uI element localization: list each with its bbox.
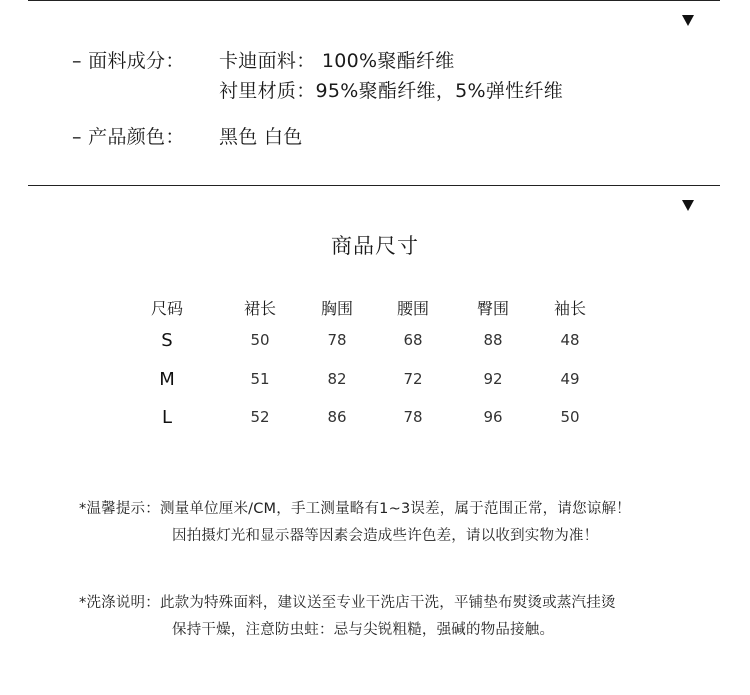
size-label: L [161, 407, 173, 428]
size-value: 48 [560, 331, 580, 349]
size-value: 78 [327, 331, 347, 349]
size-value: 51 [250, 370, 270, 388]
triangle-down-icon [682, 200, 694, 211]
fabric-line-2: 衬里材质：95%聚酯纤维，5%弹性纤维 [219, 80, 564, 102]
size-value: 50 [250, 331, 270, 349]
tip-line-1: *温馨提示：测量单位厘米/CM，手工测量略有1~3误差，属于范围正常，请您谅解！ [79, 501, 631, 517]
fabric-line-1: 卡迪面料： 100%聚酯纤维 [219, 50, 455, 72]
wash-line-2: 保持干燥，注意防虫蛀：忌与尖锐粗糙，强碱的物品接触。 [172, 622, 555, 638]
size-value: 50 [560, 408, 580, 426]
size-value: 96 [483, 408, 503, 426]
size-table-header: 尺码 [150, 299, 183, 318]
size-value: 92 [483, 370, 503, 388]
section-divider [28, 185, 720, 186]
size-table-header: 袖长 [553, 299, 586, 318]
size-value: 88 [483, 331, 503, 349]
size-table-header: 裙长 [243, 299, 276, 318]
size-value: 68 [403, 331, 423, 349]
color-label: – 产品颜色： [72, 126, 185, 148]
color-value: 黑色 白色 [219, 126, 303, 148]
size-value: 78 [403, 408, 423, 426]
top-divider [28, 0, 720, 1]
size-table-header: 胸围 [320, 299, 353, 318]
tip-line-2: 因拍摄灯光和显示器等因素会造成些许色差，请以收到实物为准！ [172, 528, 599, 544]
size-value: 86 [327, 408, 347, 426]
size-label: M [159, 369, 175, 390]
size-table-title: 商品尺寸 [331, 234, 419, 258]
size-value: 82 [327, 370, 347, 388]
size-table-header: 腰围 [396, 299, 429, 318]
size-table-header: 臀围 [476, 299, 509, 318]
fabric-label: – 面料成分： [72, 50, 185, 72]
triangle-down-icon [682, 15, 694, 26]
wash-line-1: *洗涤说明：此款为特殊面料，建议送至专业干洗店干洗，平铺垫布熨烫或蒸汽挂烫 [79, 595, 616, 611]
size-value: 49 [560, 370, 580, 388]
size-label: S [161, 330, 173, 351]
size-value: 52 [250, 408, 270, 426]
size-value: 72 [403, 370, 423, 388]
